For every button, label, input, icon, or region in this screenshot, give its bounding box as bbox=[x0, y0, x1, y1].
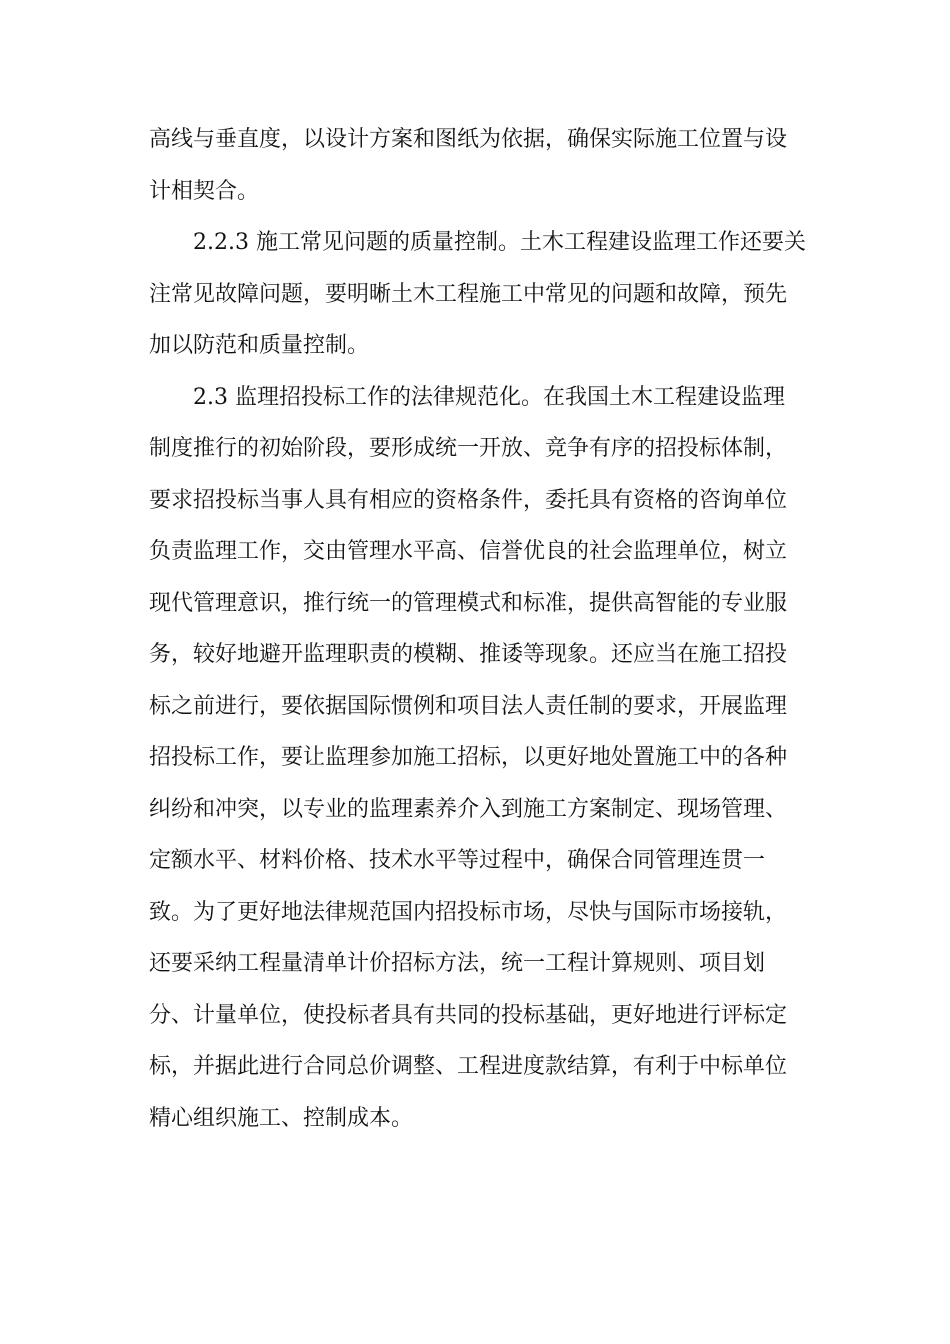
text-line: 分、计量单位，使投标者具有共同的投标基础，更好地进行评标定 bbox=[149, 1002, 788, 1028]
body-text bbox=[149, 114, 806, 1144]
text-line: 注常见故障问题，要明晰土木工程施工中常见的问题和故障，预先 bbox=[149, 281, 788, 307]
text-line: 还要采纳工程量清单计价招标方法，统一工程计算规则、项目划 bbox=[149, 951, 766, 976]
paragraph-continuation bbox=[149, 114, 799, 217]
text-line: 计相契合。 bbox=[149, 178, 260, 204]
text-line: 2.3 监理招投标工作的法律规范化。在我国土木工程建设监理 bbox=[193, 384, 785, 410]
text-line: 招投标工作，要让监理参加施工招标，以更好地处置施工中的各种 bbox=[149, 745, 788, 770]
text-line: 致。为了更好地法律规范国内招投标市场，尽快与国际市场接轨， bbox=[149, 899, 788, 925]
text-line: 务，较好地避开监理职责的模糊、推诿等现象。还应当在施工招投 bbox=[149, 642, 788, 667]
text-line: 标，并据此进行合同总价调整、工程进度款结算，有利于中标单位 bbox=[149, 1054, 788, 1079]
text-line: 定额水平、材料价格、技术水平等过程中，确保合同管理连贯一 bbox=[149, 848, 766, 873]
text-line: 制度推行的初始阶段，要形成统一开放、竞争有序的招投标体制， bbox=[149, 436, 788, 461]
text-line: 现代管理意识，推行统一的管理模式和标准，提供高智能的专业服 bbox=[149, 590, 788, 616]
text-line: 高线与垂直度，以设计方案和图纸为依据，确保实际施工位置与设 bbox=[149, 127, 788, 152]
text-line: 纠纷和冲突，以专业的监理素养介入到施工方案制定、现场管理、 bbox=[149, 796, 788, 822]
text-line: 负责监理工作，交由管理水平高、信誉优良的社会监理单位，树立 bbox=[149, 539, 788, 564]
paragraph-section-2-3 bbox=[149, 372, 799, 1145]
text-line: 标之前进行，要依据国际惯例和项目法人责任制的要求，开展监理 bbox=[149, 693, 788, 719]
text-line: 要求招投标当事人具有相应的资格条件，委托具有资格的咨询单位 bbox=[149, 487, 788, 513]
text-line: 精心组织施工、控制成本。 bbox=[149, 1105, 414, 1131]
text-line: 2.2.3 施工常见问题的质量控制。土木工程建设监理工作还要关 bbox=[193, 230, 806, 255]
paragraph-section-2-2-3 bbox=[149, 217, 806, 372]
text-line: 加以防范和质量控制。 bbox=[149, 333, 370, 358]
